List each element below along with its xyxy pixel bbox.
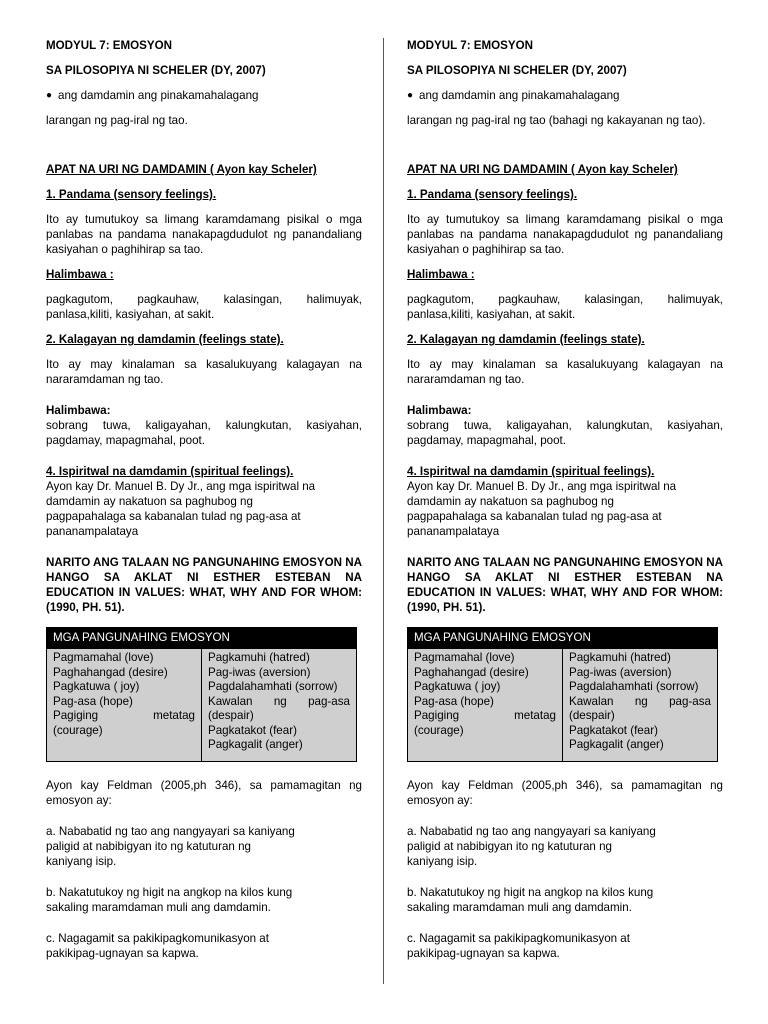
text-line: Ayon kay Dr. Manuel B. Dy Jr., ang mga ispiritwal na — [407, 480, 677, 493]
emotion-item: Pagkatakot (fear) — [208, 723, 297, 737]
text-line: b. Nakatutukoy ng higit na angkop na kilos kung — [46, 885, 293, 899]
emotion-item: Pagkagalit (anger) — [208, 738, 303, 751]
narito-heading: NARITO ANG TALAAN NG PANGUNAHING EMOSYON NA HANGO SA AKLAT NI ESTHER ESTEBAN NA EDUCATION IN VALUES: WHAT, WHY AND FOR WHOM: (1990, PH. 51). — [407, 556, 723, 614]
bullet-icon: ● — [407, 90, 414, 101]
emotion-item: (despair) — [569, 709, 615, 722]
text-line: c. Nagagamit sa pakikipagkomunikasyon at — [46, 931, 269, 945]
bullet-item — [407, 88, 723, 103]
point-b — [46, 885, 362, 915]
emotion-item: Pagkatuwa ( joy) — [414, 680, 501, 693]
point-c — [407, 931, 723, 961]
paragraph-kalagayan: Ito ay may kinalaman sa kasalukuyang kalagayan na nararamdaman ng tao. — [407, 358, 723, 386]
emotion-item: (despair) — [208, 709, 254, 722]
example-kalagayan: sobrang tuwa, kaligayahan, kalungkutan, kasiyahan, pagdamay, mapagmahal, poot. — [46, 419, 362, 447]
emotion-item: Pagmamahal (love) — [53, 651, 154, 664]
bullet-item — [46, 88, 362, 103]
table-header: MGA PANGUNAHING EMOSYON — [47, 628, 357, 649]
bullet-text: ang damdamin ang pinakamahalagang — [419, 89, 620, 102]
heading-kalagayan: 2. Kalagayan ng damdamin (feelings state). — [46, 333, 284, 346]
emotion-item: Pagkamuhi (hatred) — [208, 651, 310, 664]
bullet-continuation: larangan ng pag-iral ng tao (bahagi ng kakayanan ng tao). — [407, 114, 706, 127]
feldman-paragraph: Ayon kay Feldman (2005,ph 346), sa pamamagitan ng emosyon ay: — [46, 778, 362, 807]
example-pandama: pagkagutom, pagkauhaw, kalasingan, halimuyak, panlasa,kiliti, kasiyahan, at sakit. — [407, 293, 723, 321]
point-a — [46, 824, 362, 869]
point-b — [407, 885, 723, 915]
emotion-item: Pagkagalit (anger) — [569, 738, 664, 751]
emotion-item: Pagdalahamhati (sorrow) — [569, 680, 699, 693]
emotion-item: Pagkatuwa ( joy) — [53, 680, 140, 693]
heading-kalagayan: 2. Kalagayan ng damdamin (feelings state). — [407, 333, 645, 346]
text-line: kaniyang isip. — [407, 854, 478, 868]
paragraph-pandama: Ito ay tumutukoy sa limang karamdamang pisikal o mga panlabas na pandama nanakapagdudulot ng panandaliang kasiyahan o paghihirap sa tao. — [46, 213, 362, 256]
emotion-item: Paghahangad (desire) — [53, 665, 168, 679]
text-line: pagpapahalaga sa kabanalan tulad ng pag-asa at — [46, 510, 301, 523]
emotion-item: Pagiging metatag — [414, 709, 556, 722]
feldman-paragraph: Ayon kay Feldman (2005,ph 346), sa pamamagitan ng emosyon ay: — [407, 778, 723, 807]
text-line: c. Nagagamit sa pakikipagkomunikasyon at — [407, 931, 630, 945]
section-heading: APAT NA URI NG DAMDAMIN ( Ayon kay Scheler) — [407, 163, 678, 176]
emotion-item: Pagiging metatag — [53, 709, 195, 722]
left-column — [46, 38, 362, 961]
module-subtitle: SA PILOSOPIYA NI SCHELER (DY, 2007) — [407, 64, 627, 77]
halimbawa-label: Halimbawa: — [407, 404, 472, 417]
table-cell-negative — [563, 649, 718, 762]
emotion-item: (courage) — [53, 723, 103, 737]
emotion-item: Pag-asa (hope) — [53, 694, 133, 708]
table-header: MGA PANGUNAHING EMOSYON — [408, 628, 718, 649]
text-line: pagpapahalaga sa kabanalan tulad ng pag-asa at — [407, 510, 662, 523]
bullet-continuation: larangan ng pag-iral ng tao. — [46, 114, 188, 127]
halimbawa-label: Halimbawa : — [407, 268, 475, 281]
text-line: b. Nakatutukoy ng higit na angkop na kilos kung — [407, 885, 654, 899]
table-cell-positive — [408, 649, 563, 762]
emotion-item: Kawalan ng pag-asa — [208, 694, 350, 708]
example-kalagayan: sobrang tuwa, kaligayahan, kalungkutan, kasiyahan, pagdamay, mapagmahal, poot. — [407, 419, 723, 447]
heading-ispiritwal: 4. Ispiritwal na damdamin (spiritual feelings). — [407, 465, 655, 478]
column-divider — [383, 38, 384, 984]
paragraph-ispiritwal — [46, 479, 362, 539]
text-line: pakikipag-ugnayan sa kapwa. — [46, 946, 199, 960]
bullet-text: ang damdamin ang pinakamahalagang — [58, 89, 259, 102]
text-line: damdamin ay nakatuon sa paghubog ng — [407, 495, 614, 508]
point-c — [46, 931, 362, 961]
text-line: pananampalataya — [46, 525, 139, 538]
point-a — [407, 824, 723, 869]
emotion-item: Pag-iwas (aversion) — [569, 665, 672, 679]
emotion-item: Pag-asa (hope) — [414, 694, 494, 708]
emotions-table — [46, 627, 357, 762]
emotion-item: Pagkatakot (fear) — [569, 723, 658, 737]
module-title: MODYUL 7: EMOSYON — [407, 39, 534, 52]
emotion-item: Pagmamahal (love) — [414, 651, 515, 664]
emotion-item: Pagkamuhi (hatred) — [569, 651, 671, 664]
emotions-table — [407, 627, 718, 762]
emotion-item: Pagdalahamhati (sorrow) — [208, 680, 338, 693]
text-line: paligid at nabibigyan ito ng katuturan ng — [46, 839, 251, 853]
text-line: sakaling maramdaman muli ang damdamin. — [407, 900, 632, 914]
text-line: pakikipag-ugnayan sa kapwa. — [407, 946, 560, 960]
paragraph-pandama: Ito ay tumutukoy sa limang karamdamang pisikal o mga panlabas na pandama nanakapagdudulot ng panandaliang kasiyahan o paghihirap sa tao. — [407, 213, 723, 256]
section-heading: APAT NA URI NG DAMDAMIN ( Ayon kay Scheler) — [46, 163, 317, 176]
emotion-item: Paghahangad (desire) — [414, 665, 529, 679]
paragraph-ispiritwal — [407, 479, 723, 539]
example-pandama: pagkagutom, pagkauhaw, kalasingan, halimuyak, panlasa,kiliti, kasiyahan, at sakit. — [46, 293, 362, 321]
text-line: paligid at nabibigyan ito ng katuturan ng — [407, 839, 612, 853]
heading-pandama: 1. Pandama (sensory feelings). — [407, 188, 578, 201]
bullet-icon: ● — [46, 90, 53, 101]
heading-pandama: 1. Pandama (sensory feelings). — [46, 188, 217, 201]
module-subtitle: SA PILOSOPIYA NI SCHELER (DY, 2007) — [46, 64, 266, 77]
emotion-item: (courage) — [414, 723, 464, 737]
table-cell-negative — [202, 649, 357, 762]
emotion-item: Pag-iwas (aversion) — [208, 665, 311, 679]
paragraph-kalagayan: Ito ay may kinalaman sa kasalukuyang kalagayan na nararamdaman ng tao. — [46, 358, 362, 386]
text-line: kaniyang isip. — [46, 854, 117, 868]
table-cell-positive — [47, 649, 202, 762]
halimbawa-label: Halimbawa: — [46, 404, 111, 417]
heading-ispiritwal: 4. Ispiritwal na damdamin (spiritual feelings). — [46, 465, 294, 478]
halimbawa-label: Halimbawa : — [46, 268, 114, 281]
text-line: damdamin ay nakatuon sa paghubog ng — [46, 495, 253, 508]
module-title: MODYUL 7: EMOSYON — [46, 39, 173, 52]
narito-heading: NARITO ANG TALAAN NG PANGUNAHING EMOSYON NA HANGO SA AKLAT NI ESTHER ESTEBAN NA EDUCATION IN VALUES: WHAT, WHY AND FOR WHOM: (1990, PH. 51). — [46, 556, 362, 614]
right-column — [407, 38, 723, 961]
text-line: pananampalataya — [407, 525, 500, 538]
emotion-item: Kawalan ng pag-asa — [569, 694, 711, 708]
text-line: Ayon kay Dr. Manuel B. Dy Jr., ang mga ispiritwal na — [46, 480, 316, 493]
text-line: a. Nababatid ng tao ang nangyayari sa kaniyang — [46, 824, 295, 838]
text-line: sakaling maramdaman muli ang damdamin. — [46, 900, 271, 914]
text-line: a. Nababatid ng tao ang nangyayari sa kaniyang — [407, 824, 656, 838]
